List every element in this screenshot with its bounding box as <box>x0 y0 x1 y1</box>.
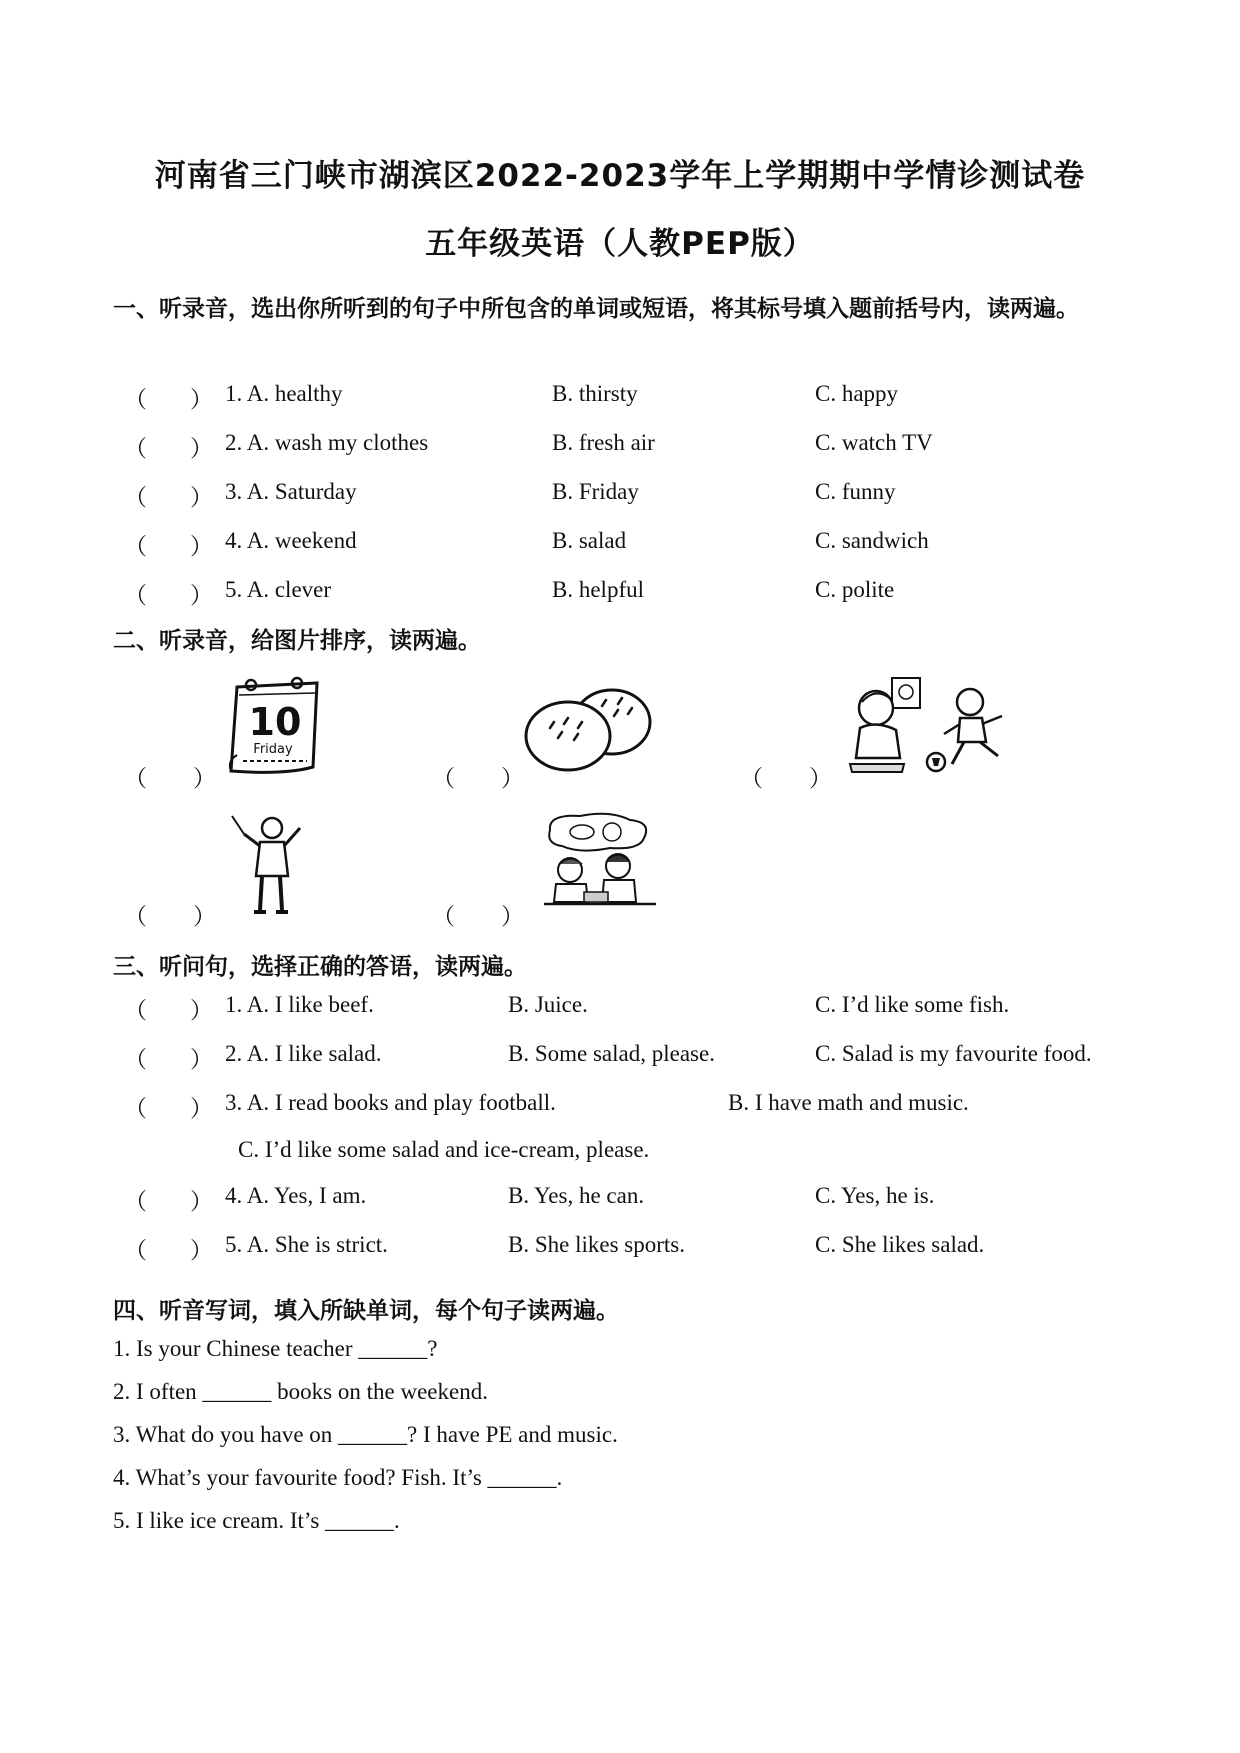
answer-paren-close: ） <box>190 1238 213 1263</box>
option-b: B. Some salad, please. <box>508 1041 715 1066</box>
fill-blank-line-1: 1. Is your Chinese teacher ______? <box>113 1336 438 1361</box>
answer-paren-close: ） <box>190 1047 213 1072</box>
fill-blank-line-2: 2. I often ______ books on the weekend. <box>113 1379 488 1404</box>
option-b: B. Juice. <box>508 992 588 1017</box>
bread-picture <box>522 680 652 775</box>
calendar-day: Friday <box>253 742 293 757</box>
option-b: B. I have math and music. <box>728 1090 969 1115</box>
answer-paren-open: （ <box>124 436 147 461</box>
part1-heading: 一、听录音，选出你所听到的句子中所包含的单词或短语，将其标号填入题前括号内，读两遍。 <box>113 296 1079 322</box>
part3-item-3 <box>0 1090 1240 1130</box>
option-a: 1. A. healthy <box>225 381 343 406</box>
option-a: 1. A. I like beef. <box>225 992 374 1017</box>
answer-paren-close: ） <box>190 583 213 608</box>
option-c: C. I’d like some salad and ice-cream, please. <box>238 1137 650 1162</box>
part3-heading: 三、听问句，选择正确的答语，读两遍。 <box>113 954 527 980</box>
answer-paren-close: ） <box>190 387 213 412</box>
calendar-friday-picture <box>225 675 325 780</box>
option-b: B. Yes, he can. <box>508 1183 645 1208</box>
exam-title: 河南省三门峡市湖滨区2022-2023学年上学期期中学情诊测试卷 <box>154 158 1086 194</box>
kids-reading-playing-football-picture <box>840 672 1020 777</box>
option-c: C. Salad is my favourite food. <box>815 1041 1092 1066</box>
option-c: C. I’d like some fish. <box>815 992 1010 1017</box>
part1-item-3 <box>0 479 1240 519</box>
part1-item-2 <box>0 430 1240 470</box>
answer-paren-open: （ <box>124 1189 147 1214</box>
option-c: C. funny <box>815 479 896 504</box>
answer-paren-open: （ <box>124 534 147 559</box>
part1-item-5 <box>0 577 1240 617</box>
calendar-number: 10 <box>248 700 302 744</box>
option-a: 4. A. Yes, I am. <box>225 1183 367 1208</box>
picture-answer-paren-2: （ ） <box>432 766 524 791</box>
answer-paren-open: （ <box>124 998 147 1023</box>
part3-item-3-option-c <box>0 1137 1240 1177</box>
answer-paren-open: （ <box>124 1238 147 1263</box>
part2-heading: 二、听录音，给图片排序，读两遍。 <box>113 628 481 654</box>
option-c: C. sandwich <box>815 528 929 553</box>
option-a: 3. A. Saturday <box>225 479 357 504</box>
option-b: B. fresh air <box>552 430 655 455</box>
option-a: 2. A. I like salad. <box>225 1041 382 1066</box>
answer-paren-open: （ <box>124 485 147 510</box>
picture-answer-paren-3: （ ） <box>740 766 832 791</box>
answer-paren-open: （ <box>124 1096 147 1121</box>
answer-paren-open: （ <box>124 387 147 412</box>
part1-item-4 <box>0 528 1240 568</box>
part3-item-5 <box>0 1232 1240 1272</box>
part4-heading: 四、听音写词，填入所缺单词，每个句子读两遍。 <box>113 1298 619 1324</box>
answer-paren-close: ） <box>190 998 213 1023</box>
part3-item-4 <box>0 1183 1240 1223</box>
fill-blank-line-3: 3. What do you have on ______? I have PE and music. <box>113 1422 618 1447</box>
picture-answer-paren-4: （ ） <box>124 904 216 929</box>
option-b: B. salad <box>552 528 627 553</box>
option-b: B. Friday <box>552 479 639 504</box>
answer-paren-close: ） <box>190 1189 213 1214</box>
option-b: B. thirsty <box>552 381 638 406</box>
part1-item-1 <box>0 381 1240 421</box>
option-a: 5. A. She is strict. <box>225 1232 388 1257</box>
option-a: 3. A. I read books and play football. <box>225 1090 556 1115</box>
exam-subtitle: 五年级英语（人教PEP版） <box>425 226 815 262</box>
option-a: 2. A. wash my clothes <box>225 430 429 455</box>
option-b: B. She likes sports. <box>508 1232 685 1257</box>
option-a: 5. A. clever <box>225 577 332 602</box>
answer-paren-close: ） <box>190 485 213 510</box>
part3-item-2 <box>0 1041 1240 1081</box>
picture-answer-paren-1: （ ） <box>124 766 216 791</box>
option-c: C. Yes, he is. <box>815 1183 935 1208</box>
teacher-with-pointer-picture <box>230 812 310 917</box>
option-b: B. helpful <box>552 577 644 602</box>
answer-paren-open: （ <box>124 583 147 608</box>
option-a: 4. A. weekend <box>225 528 357 553</box>
kids-ordering-food-picture <box>540 810 660 915</box>
option-c: C. watch TV <box>815 430 933 455</box>
option-c: C. She likes salad. <box>815 1232 985 1257</box>
fill-blank-line-4: 4. What’s your favourite food? Fish. It’s ______. <box>113 1465 563 1490</box>
fill-blank-line-5: 5. I like ice cream. It’s ______. <box>113 1508 400 1533</box>
answer-paren-close: ） <box>190 1096 213 1121</box>
option-c: C. polite <box>815 577 895 602</box>
answer-paren-close: ） <box>190 534 213 559</box>
option-c: C. happy <box>815 381 899 406</box>
part3-item-1 <box>0 992 1240 1032</box>
picture-answer-paren-5: （ ） <box>432 904 524 929</box>
answer-paren-close: ） <box>190 436 213 461</box>
answer-paren-open: （ <box>124 1047 147 1072</box>
